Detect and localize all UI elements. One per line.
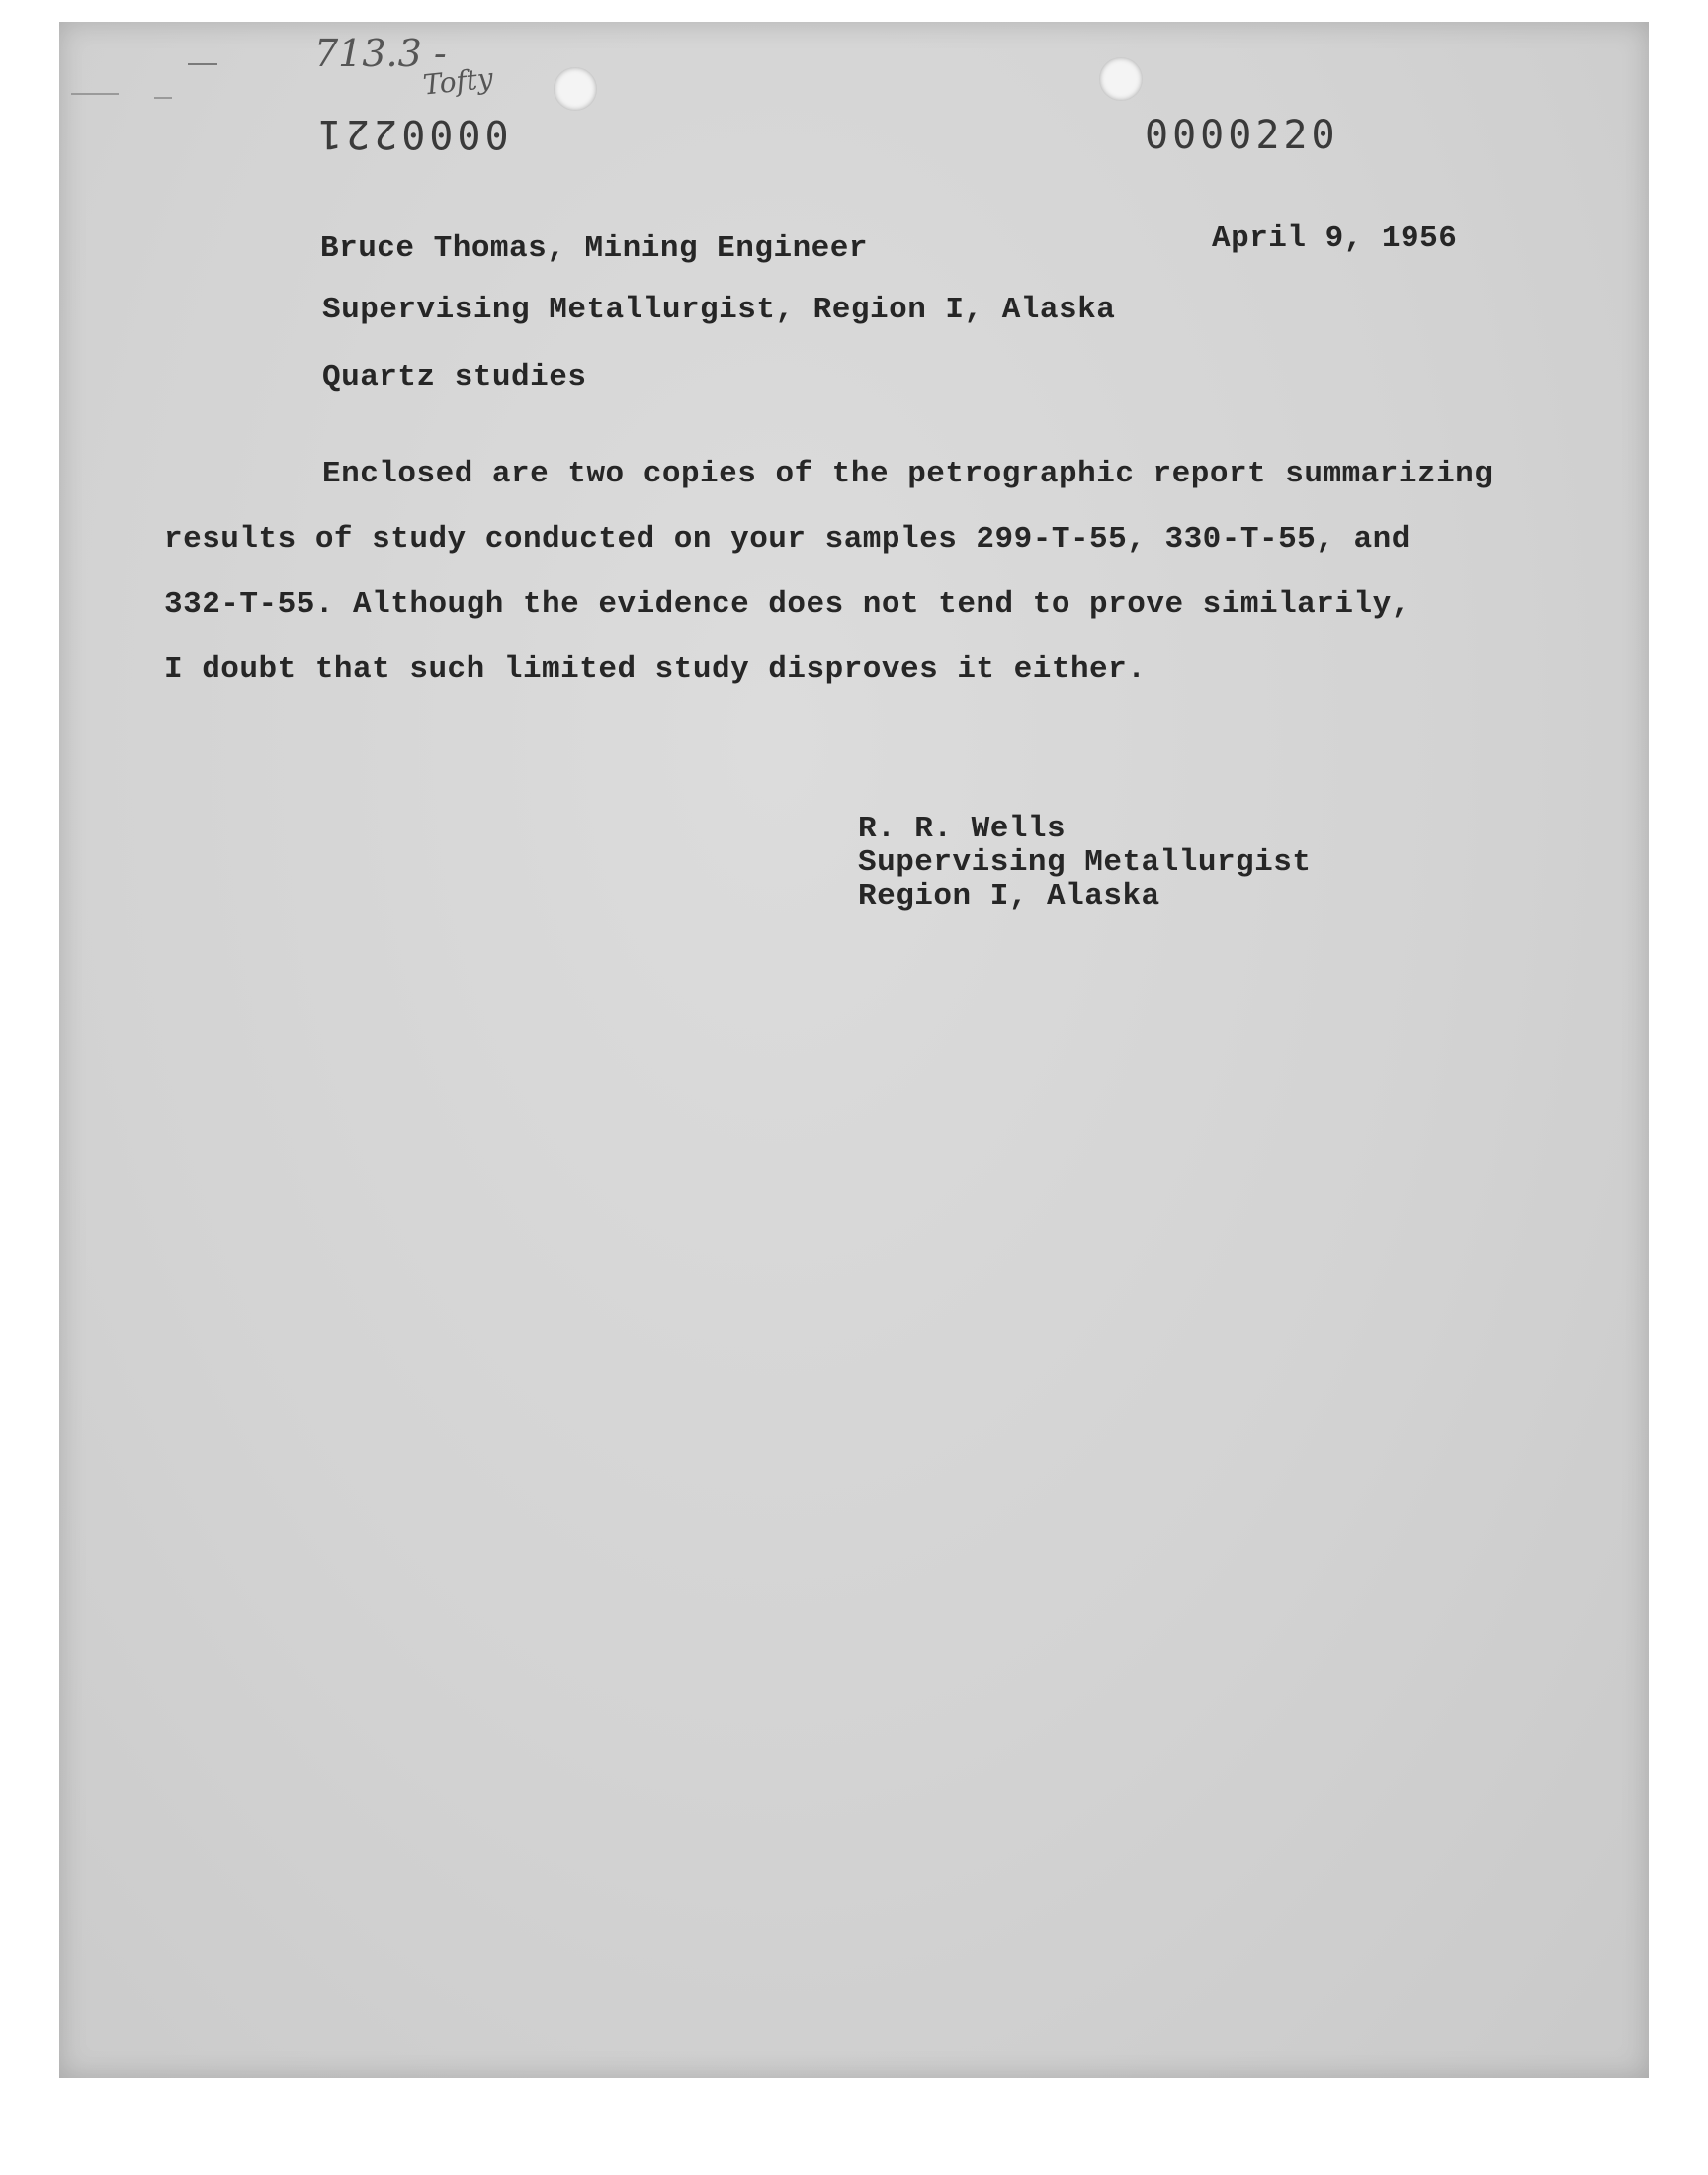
pen-mark — [71, 93, 119, 95]
memo-body-line: Enclosed are two copies of the petrographic report summarizing — [322, 457, 1494, 491]
punch-hole-right — [1099, 57, 1143, 101]
memo-body-line: 332-T-55. Although the evidence does not tend to prove similarily, — [164, 587, 1410, 622]
memo-body-line: results of study conducted on your samples 299-T-55, 330-T-55, and — [164, 522, 1410, 557]
memo-from: Supervising Metallurgist, Region I, Alaska — [322, 293, 1116, 327]
handwritten-file-number: 713.3 - — [314, 32, 447, 75]
memo-subject: Quartz studies — [322, 360, 587, 394]
page-margin — [0, 2078, 1708, 2175]
signature-region: Region I, Alaska — [858, 879, 1160, 914]
pen-mark — [154, 97, 172, 99]
page-number-stamp-mirrored: 0000221 — [314, 111, 509, 156]
page-number-stamp: 0000220 — [1145, 113, 1339, 158]
memo-body-line: I doubt that such limited study disproves it either. — [164, 652, 1147, 687]
memo-date: April 9, 1956 — [1212, 221, 1458, 256]
memo-to: Bruce Thomas, Mining Engineer — [320, 231, 868, 266]
document-page — [59, 22, 1649, 2078]
punch-hole-left — [554, 67, 597, 111]
signature-title: Supervising Metallurgist — [858, 845, 1312, 880]
signature-name: R. R. Wells — [858, 812, 1067, 846]
signature-block — [858, 813, 1311, 914]
handwritten-note: Tofty — [421, 61, 495, 102]
pen-mark — [188, 63, 217, 65]
